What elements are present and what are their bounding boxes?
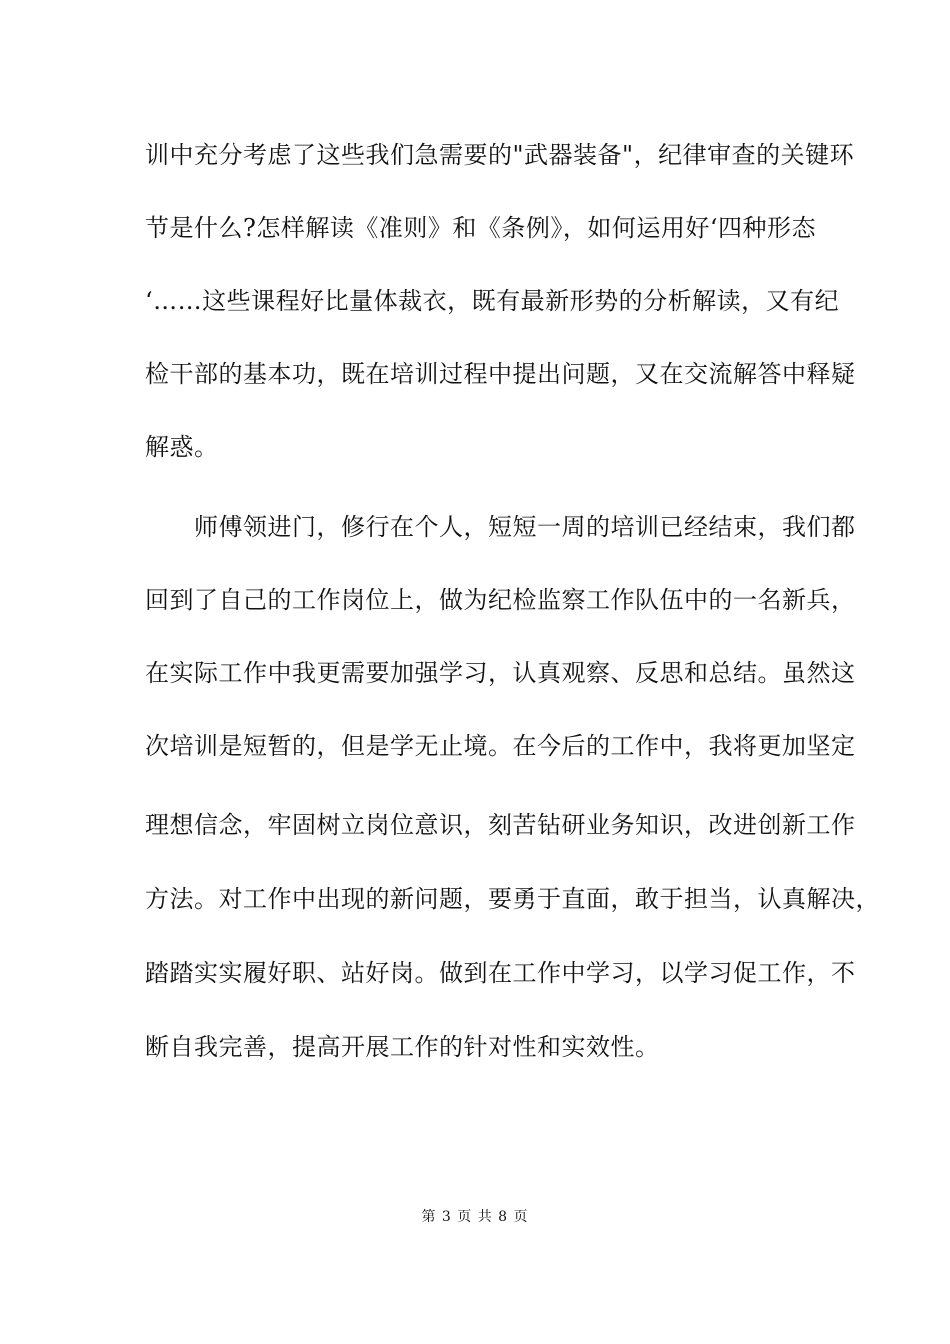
text-line: 理想信念，牢固树立岗位意识，刻苦钻研业务知识，改进创新工作 xyxy=(145,811,856,839)
text-line: 检干部的基本功，既在培训过程中提出问题，又在交流解答中释疑 xyxy=(145,360,856,388)
text-line: 训中充分考虑了这些我们急需要的"武器装备"，纪律审查的关键环 xyxy=(145,141,855,169)
text-line: ‘……这些课程好比量体裁衣，既有最新形势的分析解读，又有纪 xyxy=(145,287,840,315)
text-line: 师傅领进门，修行在个人，短短一周的培训已经结束，我们都 xyxy=(145,513,856,541)
text-line: 节是什么?怎样解读《准则》和《条例》，如何运用好‘四种形态 xyxy=(145,214,816,242)
text-line: 回到了自己的工作岗位上，做为纪检监察工作队伍中的一名新兵， xyxy=(145,586,856,614)
text-line: 次培训是短暂的，但是学无止境。在今后的工作中，我将更加坚定 xyxy=(145,732,856,760)
page-number-footer: 第 3 页 共 8 页 xyxy=(421,1209,529,1225)
text-line: 在实际工作中我更需要加强学习，认真观察、反思和总结。虽然这 xyxy=(145,659,856,687)
text-line: 踏踏实实履好职、站好岗。做到在工作中学习，以学习促工作，不 xyxy=(145,959,856,987)
text-line: 断自我完善，提高开展工作的针对性和实效性。 xyxy=(145,1033,660,1061)
text-line: 方法。对工作中出现的新问题，要勇于直面，敢于担当，认真解决， xyxy=(145,885,880,913)
text-line: 解惑。 xyxy=(145,433,219,461)
